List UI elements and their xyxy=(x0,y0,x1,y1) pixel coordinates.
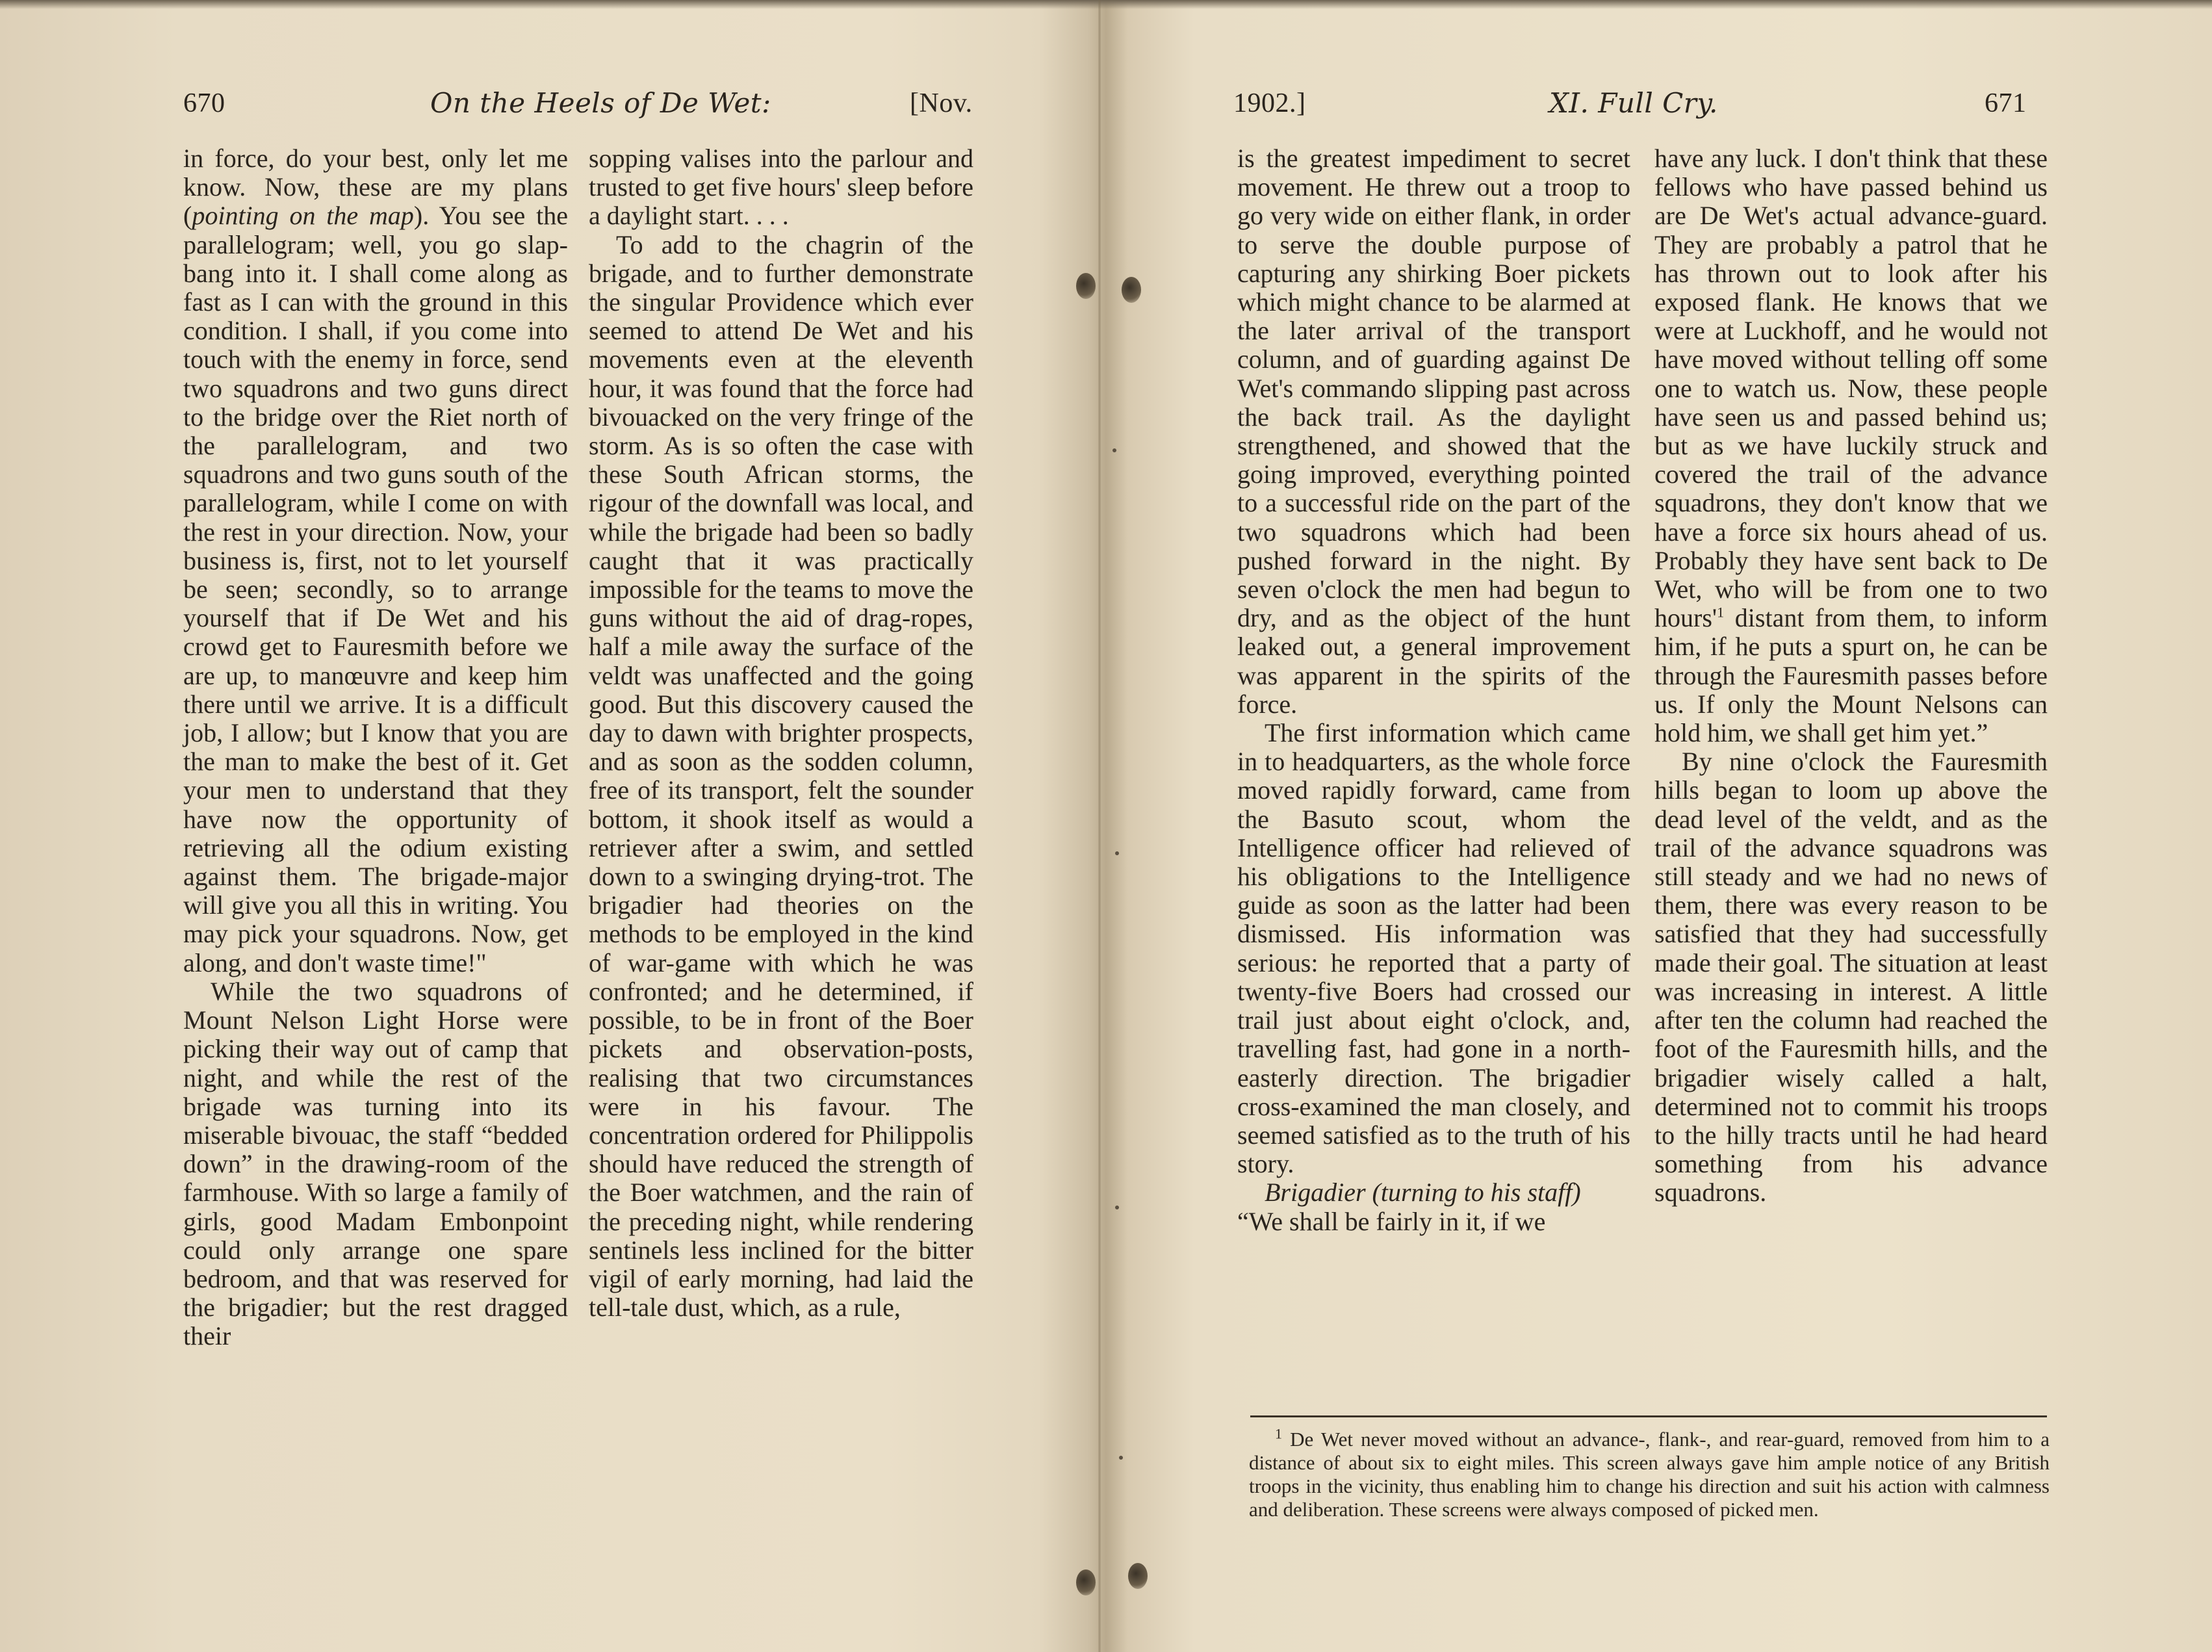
right-running-title: XI. Full Cry. xyxy=(1549,87,1718,119)
paragraph: sopping valises into the parlour and trusted to get five hours' sleep before a daylight start. . . . xyxy=(589,144,973,231)
left-page-number: 670 xyxy=(183,88,225,118)
binding-hole xyxy=(1128,1563,1148,1589)
footnote-text: De Wet never moved without an advance-, flank-, and rear-guard, removed from him to a distance of about six to eight miles. This screen always gave him ample notice of any British troops in the vicinity, thus enabling him to change his direction and suit his action with calmness and deliberation. These screens were always composed of picked men. xyxy=(1249,1428,2050,1521)
text-run: have any luck. I don't think that these fellows who have passed behind us are De Wet's actual advance-guard. They are probably a patrol that he has thrown out to look after his exposed flank. He knows that we were at Luckhoff, and he would not have moved without telling off some one to watch us. Now, these people have seen us and passed behind us; but as we have luckily struck and covered the trail of the advance squadrons, they don't know that we have a force six hours ahead of us. Probably they have sent back to De Wet, who will be from one to two hours' xyxy=(1654,144,2048,633)
paragraph: is the greatest impediment to secret movement. He threw out a troop to go very wide on either flank, in order to serve the double purpose of capturing any shirking Boer pickets which might chance to be alarmed at the later arrival of the transport column, and of guarding against De Wet's commando slipping past across the back trail. As the daylight strengthened, and showed that the going improved, everything pointed to a successful ride on the part of the two squadrons which had been pushed forward in the night. By seven o'clock the men had begun to dry, and as the object of the hunt leaked out, a general improvement was apparent in the spirits of the force. xyxy=(1237,144,1630,719)
paragraph: To add to the chagrin of the brigade, and to further demonstrate the singular Providence which ever seemed to attend De Wet and his movements even at the eleventh hour, it was found that the force had bivouacked on the very fringe of the storm. As is so often the case with these South African storms, the rigour of the downfall was local, and while the brigade had been so badly caught that it was practically impossible for the teams to move the guns without the aid of drag-ropes, half a mile away the surface of the veldt was unaffected and the going good. But this discovery caused the day to dawn with brighter prospects, and as soon as the sodden column, free of its transport, felt the sounder bottom, it shook itself as would a retriever after a swim, and settled down to a swinging drying-trot. The brigadier had theories on the methods to be employed in the kind of war-game with which he was confronted; and he determined, if possible, to be in front of the Boer pickets and observation-posts, realising that two circumstances were in his favour. The concentration ordered for Philippolis should have reduced the strength of the Boer watchmen, and the rain of the preceding night, while rendering sentinels less inclined for the bitter vigil of early morning, had laid the tell-tale dust, which, as a rule, xyxy=(589,229,973,1323)
paper-speck xyxy=(1119,1456,1123,1460)
paragraph xyxy=(1654,144,2048,747)
binding-hole xyxy=(1076,1569,1096,1595)
right-running-date: 1902.] xyxy=(1233,88,1306,118)
left-page xyxy=(0,0,1098,1652)
footnote xyxy=(1249,1425,2050,1521)
right-column-2 xyxy=(1654,144,2048,1207)
right-page xyxy=(1101,0,2212,1652)
text-run: in force, do your best, only let me know. Now, these are my plans ( xyxy=(183,144,568,231)
left-running-title: On the Heels of De Wet: xyxy=(430,87,771,119)
text-run: ). You see the parallelogram; well, you go slap-bang into it. I shall come along as fast as I can with the ground in this condition. I shall, if you come into touch with the enemy in force, send two squadrons and two guns direct to the bridge over the Riet north of the parallelogram, and two squadrons and two guns south of the parallelogram, while I come on with the rest in your direction. Now, your business is, first, not to let yourself be seen; secondly, so to arrange yourself that if De Wet and his crowd get to Fauresmith before we are up, to manœuvre and keep him there until we arrive. It is a difficult job, I allow; but I know that you are the man to make the best of it. Get your men to understand that they have now the opportunity of retrieving all the odium existing against them. The brigade-major will give you all this in writing. You may pick your squadrons. Now, get along, and don't waste time!" xyxy=(183,201,568,977)
paragraph xyxy=(1237,1178,1630,1207)
binding-hole xyxy=(1076,273,1096,299)
binding-hole xyxy=(1122,277,1141,303)
right-page-number: 671 xyxy=(1985,88,2027,118)
stage-direction: Brigadier (turning to his staff) xyxy=(1265,1178,1581,1207)
paper-speck xyxy=(1115,1206,1119,1209)
left-running-date: [Nov. xyxy=(910,88,973,118)
footnote-rule xyxy=(1250,1415,2047,1417)
paper-speck xyxy=(1115,851,1119,855)
paragraph: The first information which came in to headquarters, as the whole force moved rapidly forward, came from the Basuto scout, whom the Intelligence officer had relieved of his obligations to the Intelligence guide as soon as the latter had been dismissed. His information was serious: he reported that a party of twenty-five Boers had crossed our trail just about eight o'clock, and, travelling fast, had gone in a north-easterly direction. The brigadier cross-examined the man closely, and seemed satisfied as to the truth of his story. xyxy=(1237,718,1630,1179)
footnote-mark: 1 xyxy=(1275,1425,1282,1442)
left-column-1 xyxy=(183,144,568,1351)
text-run: distant from them, to inform him, if he puts a spurt on, he can be through the Fauresmith passes before us. If only the Mount Nelsons can hold him, we shall get him yet.” xyxy=(1654,603,2048,748)
paragraph: While the two squadrons of Mount Nelson Light Horse were picking their way out of camp that night, and while the rest of the brigade was turning into its miserable bivouac, the staff “bedded down” in the drawing-room of the farmhouse. With so large a family of girls, good Madam Embonpoint could only arrange one spare bedroom, and that was reserved for the brigadier; but the rest dragged their xyxy=(183,976,568,1351)
paragraph: “We shall be fairly in it, if we xyxy=(1237,1206,1546,1236)
right-column-1 xyxy=(1237,144,1630,1236)
left-column-2 xyxy=(589,144,973,1322)
italic-run: pointing on the map xyxy=(192,201,414,231)
paper-speck xyxy=(1112,448,1116,452)
paragraph xyxy=(183,144,568,977)
footnote-reference: 1 xyxy=(1717,604,1725,621)
paragraph: By nine o'clock the Fauresmith hills began to loom up above the dead level of the veldt, and as the trail of the advance squadrons was still steady and we had no news of them, there was every reason to be satisfied that they had successfully made their goal. The situation at least was increasing in interest. A little after ten the column had reached the foot of the Fauresmith hills, and the brigadier wisely called a halt, determined not to commit his troops to the hilly tracts until he had heard something from his advance squadrons. xyxy=(1654,747,2048,1207)
